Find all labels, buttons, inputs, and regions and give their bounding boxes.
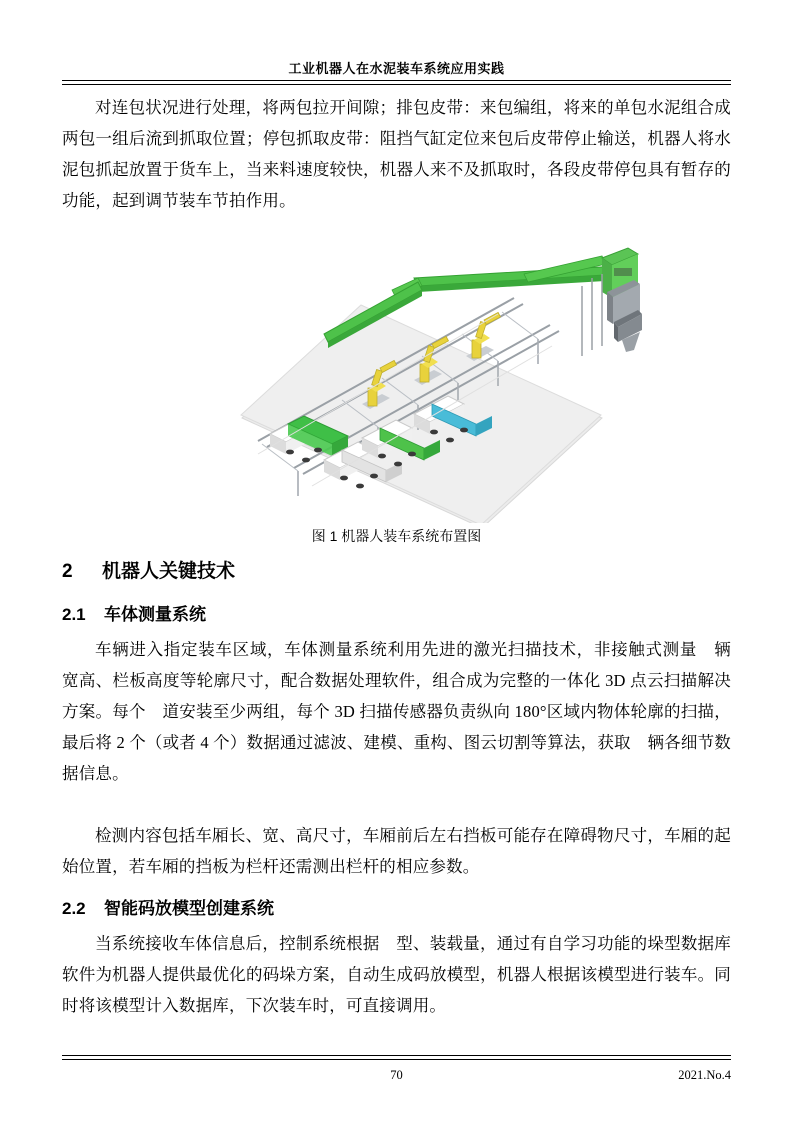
- running-header: 工业机器人在水泥装车系统应用实践: [288, 61, 505, 76]
- footer-rule-thick: [62, 1055, 731, 1056]
- figure-robot-loading-layout: [62, 238, 731, 523]
- figure-caption: 图 1 机器人装车系统布置图: [311, 528, 482, 544]
- heading-text: 智能码放模型创建系统: [104, 899, 274, 918]
- heading-text: 机器人关键技术: [102, 561, 236, 582]
- heading-number: 2.2: [62, 899, 86, 918]
- header-rule-thick: [62, 80, 731, 81]
- heading-vehicle-measure: [62, 600, 731, 625]
- page-number: 70: [390, 1068, 403, 1082]
- heading-robot-key-tech: [62, 556, 731, 583]
- paragraph-2: 车辆进入指定装车区域，车体测量系统利用先进的激光扫描技术，非接触式测量 辆 宽高、栏板高度等轮廓尺寸，配合数据处理软件，组合成为完整的一体化 3D 点云扫描解决方案。每个 道安装至少两组，每个 3D 扫描传感器负责纵向 180°区域内物体轮廓的扫描，最后将 2 个（或者 4 个）数据通过滤波、建模、重构、图云切割等算法，获取 辆各细节数据信息。: [62, 640, 748, 783]
- heading-text: 车体测量系统: [104, 605, 206, 624]
- footer-rule-thin: [62, 1059, 731, 1060]
- heading-stacking-model: [62, 894, 731, 919]
- paragraph-4: 当系统接收车体信息后，控制系统根据 型、装载量，通过有自学习功能的垛型数据库软件为机器人提供最优化的码垛方案，自动生成码放模型，机器人根据该模型进行装车。同时将该模型计入数据库，下次装车时，可直接调用。: [62, 934, 731, 1015]
- paragraph-3: 检测内容包括车厢长、宽、高尺寸，车厢前后左右挡板可能存在障碍物尺寸，车厢的起始位置，若车厢的挡板为栏杆还需测出栏杆的相应参数。: [62, 826, 731, 876]
- header-rule-thin: [62, 84, 731, 85]
- heading-number: 2.1: [62, 605, 86, 624]
- page-content: [62, 0, 748, 1122]
- figure-illustration: [62, 238, 731, 523]
- paragraph-1: 对连包状况进行处理，将两包拉开间隙；排包皮带：来包编组，将来的单包水泥组合成两包一组后流到抓取位置；停包抓取皮带：阻挡气缸定位来包后皮带停止输送，机器人将水泥包抓起放置于货车上，当来料速度较快，机器人来不及抓取时，各段皮带停包具有暂存的功能，起到调节装车节拍作用。: [62, 98, 731, 210]
- issue-label: 2021.No.4: [678, 1068, 731, 1082]
- heading-number: 2: [62, 561, 73, 582]
